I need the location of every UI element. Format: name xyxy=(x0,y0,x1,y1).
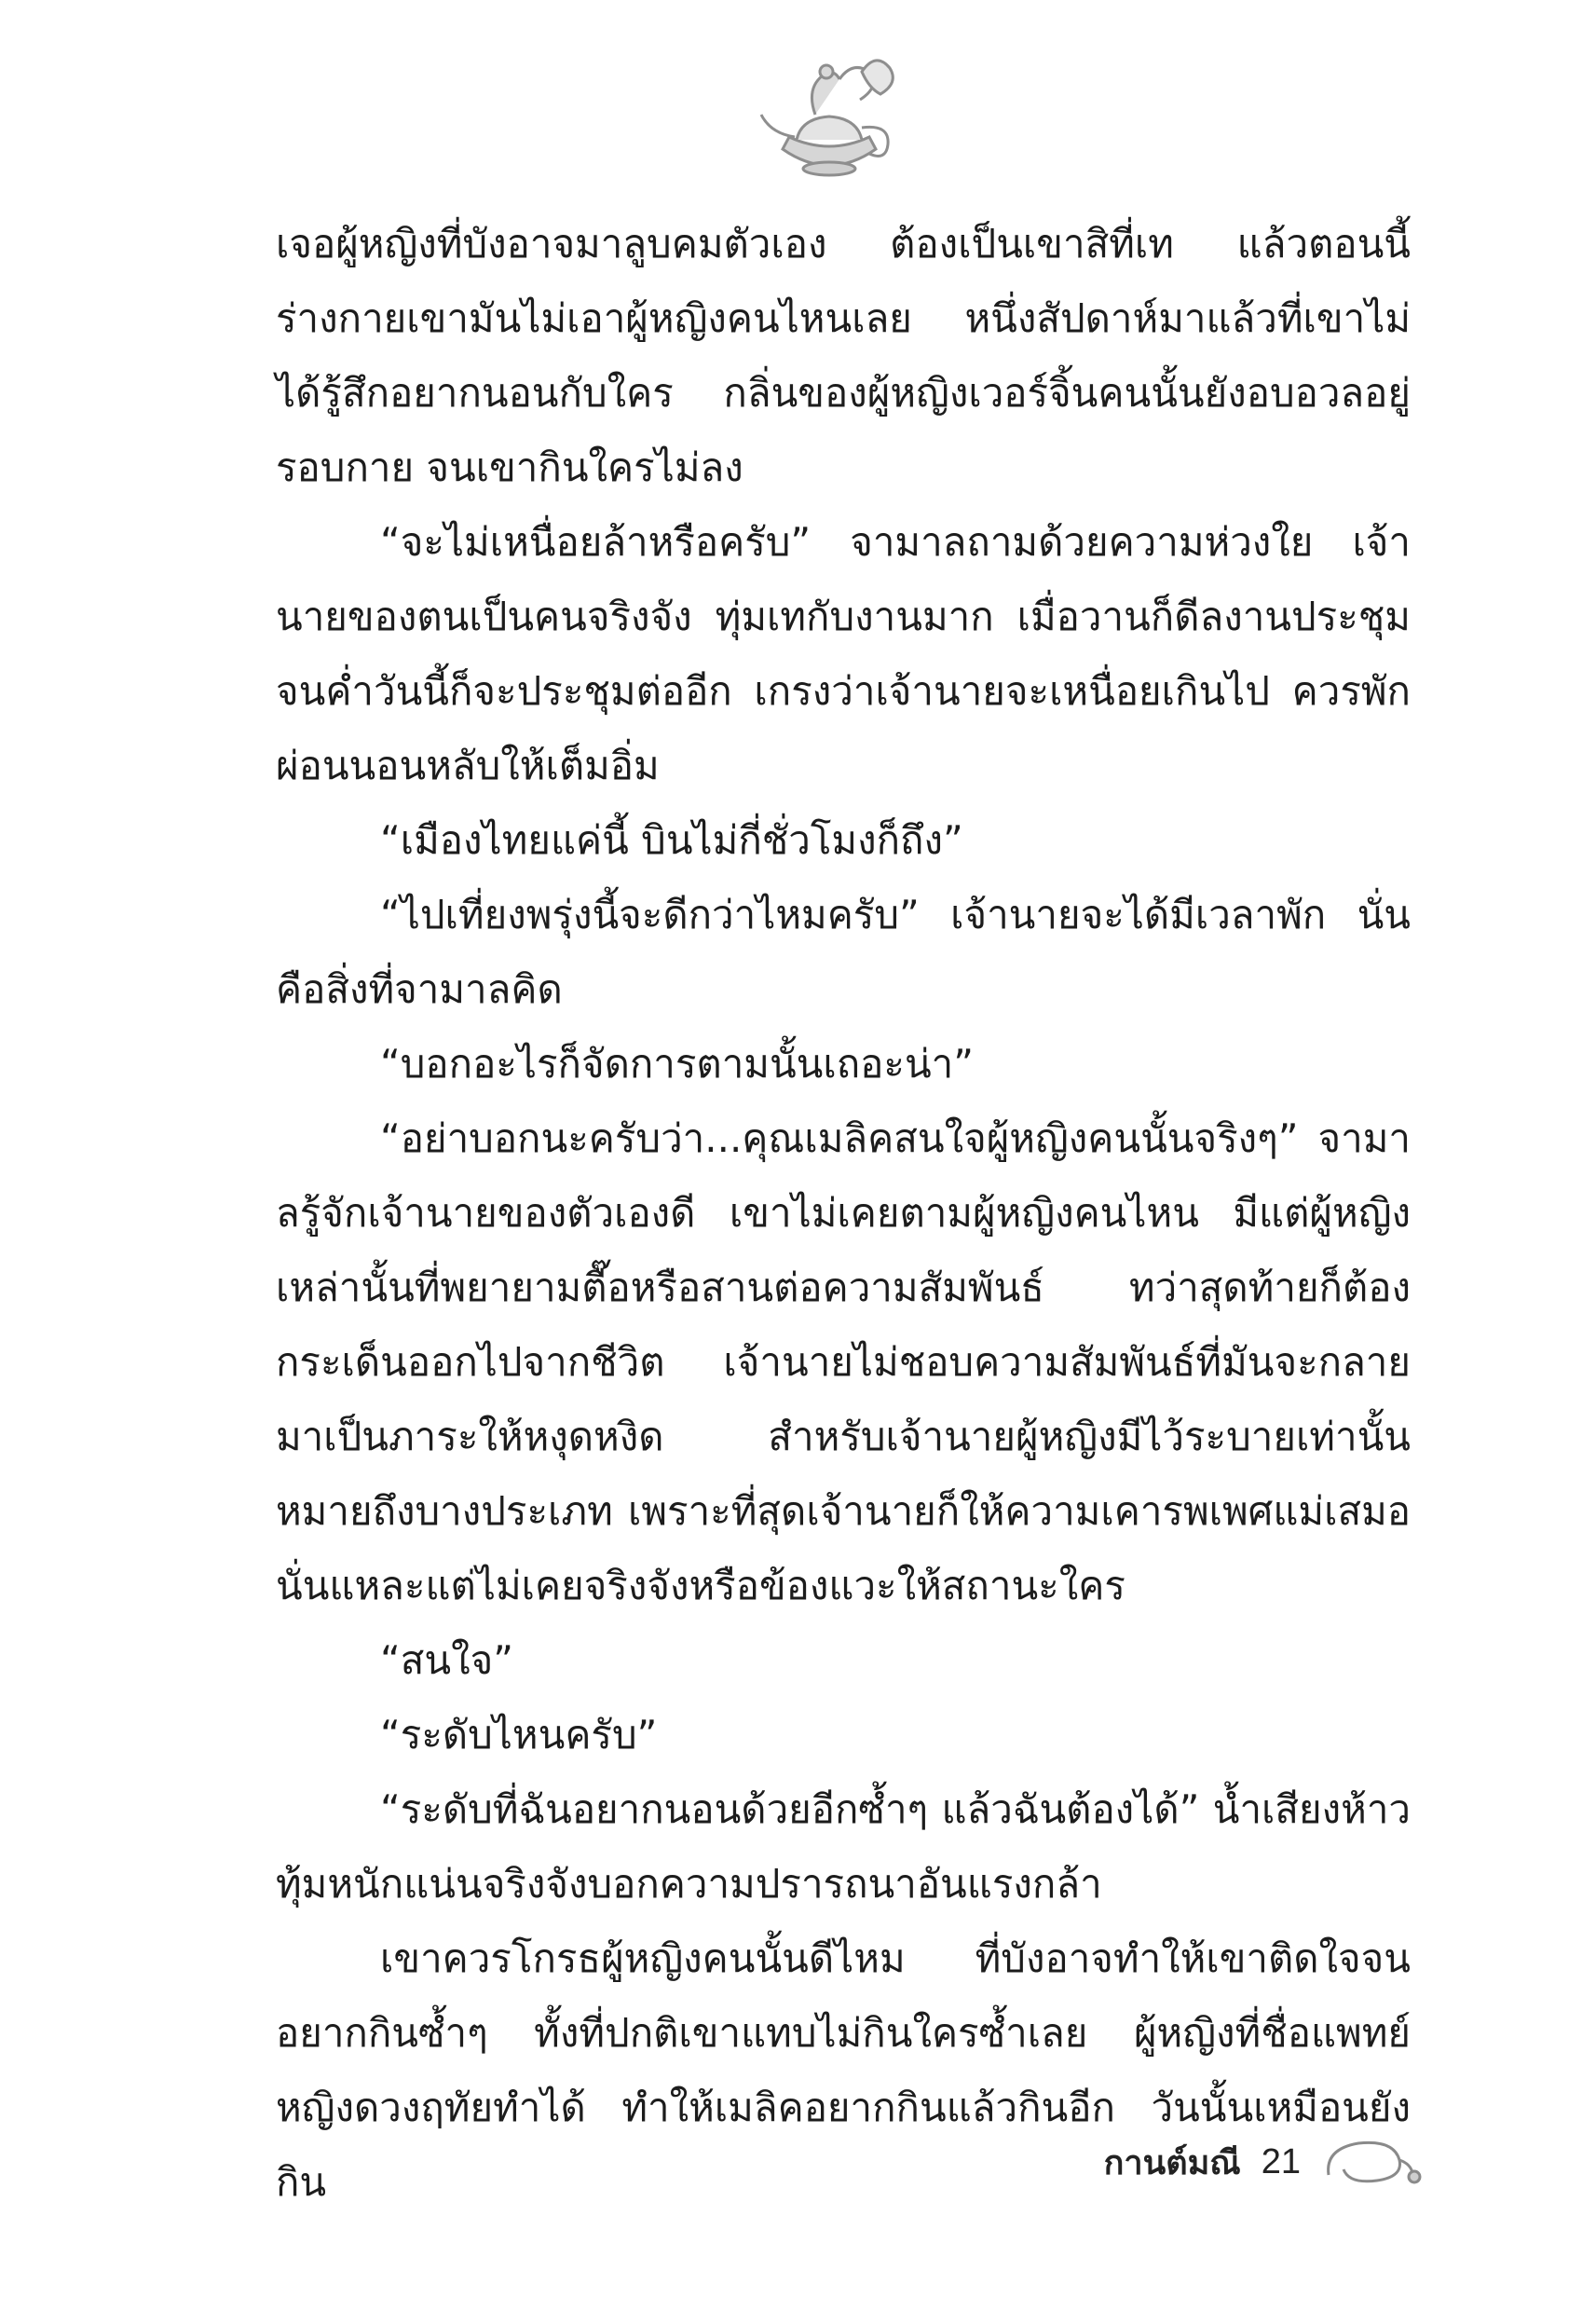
footer-author: กานต์มณี xyxy=(1103,2143,1241,2182)
paragraph: “ระดับไหนครับ” xyxy=(380,1712,658,1757)
paragraph: “ไปเที่ยงพรุ่งนี้จะดีกว่าไหมครับ” เจ้านายจะได้มีเวลาพัก นั่นคือสิ่งที่จามาลคิด xyxy=(276,892,1411,1012)
teapot-ornament-icon xyxy=(750,51,908,191)
paragraph: “จะไม่เหนื่อยล้าหรือครับ” จามาลถามด้วยความห่วงใย เจ้านายของตนเป็นคนจริงจัง ทุ่มเทกับงานมาก เมื่อวานก็ดีลงานประชุมจนค่ำวันนี้ก็จะประชุมต่ออีก เกรงว่าเจ้านายจะเหนื่อยเกินไป ควรพักผ่อนนอนหลับให้เต็มอิ่ม xyxy=(276,519,1411,788)
paragraph: “เมืองไทยแค่นี้ บินไม่กี่ชั่วโมงก็ถึง” xyxy=(380,817,963,863)
paragraph: “สนใจ” xyxy=(380,1637,513,1683)
paragraph: “ระดับที่ฉันอยากนอนด้วยอีกซ้ำๆ แล้วฉันต้องได้” น้ำเสียงห้าวทุ้มหนักแน่นจริงจังบอกความปรารถนาอันแรงกล้า xyxy=(276,1786,1411,1907)
stethoscope-ornament-icon xyxy=(1321,2136,1424,2188)
body-text xyxy=(276,207,1411,2220)
paragraph: เจอผู้หญิงที่บังอาจมาลูบคมตัวเอง ต้องเป็นเขาสิที่เท แล้วตอนนี้ร่างกายเขามันไม่เอาผู้หญิงคนไหนเลย หนึ่งสัปดาห์มาแล้วที่เขาไม่ได้รู้สึกอยากนอนกับใคร กลิ่นของผู้หญิงเวอร์จิ้นคนนั้นยังอบอวลอยู่รอบกาย จนเขากินใครไม่ลง xyxy=(276,221,1411,490)
page-footer xyxy=(1104,2134,1424,2190)
paragraph: “อย่าบอกนะครับว่า...คุณเมลิคสนใจผู้หญิงคนนั้นจริงๆ” จามาลรู้จักเจ้านายของตัวเองดี เขาไม่เคยตามผู้หญิงคนไหน มีแต่ผู้หญิงเหล่านั้นที่พยายามตื๊อหรือสานต่อความสัมพันธ์ ทว่าสุดท้ายก็ต้องกระเด็นออกไปจากชีวิต เจ้านายไม่ชอบความสัมพันธ์ที่มันจะกลายมาเป็นภาระให้หงุดหงิด สำหรับเจ้านายผู้หญิงมีไว้ระบายเท่านั้น หมายถึงบางประเภท เพราะที่สุดเจ้านายก็ให้ความเคารพเพศแม่เสมอนั่นแหละแต่ไม่เคยจริงจังหรือข้องแวะให้สถานะใคร xyxy=(276,1115,1411,1608)
page-number: 21 xyxy=(1261,2141,1301,2181)
paragraph: “บอกอะไรก็จัดการตามนั้นเถอะน่า” xyxy=(380,1041,975,1087)
paragraph: เขาควรโกรธผู้หญิงคนนั้นดีไหม ที่บังอาจทำให้เขาติดใจจนอยากกินซ้ำๆ ทั้งที่ปกติเขาแทบไม่กินใครซ้ำเลย ผู้หญิงที่ชื่อแพทย์หญิงดวงฤทัยทำได้ ทำให้เมลิคอยากกินแล้วกินอีก วันนั้นเหมือนยังกิน xyxy=(276,1935,1411,2205)
